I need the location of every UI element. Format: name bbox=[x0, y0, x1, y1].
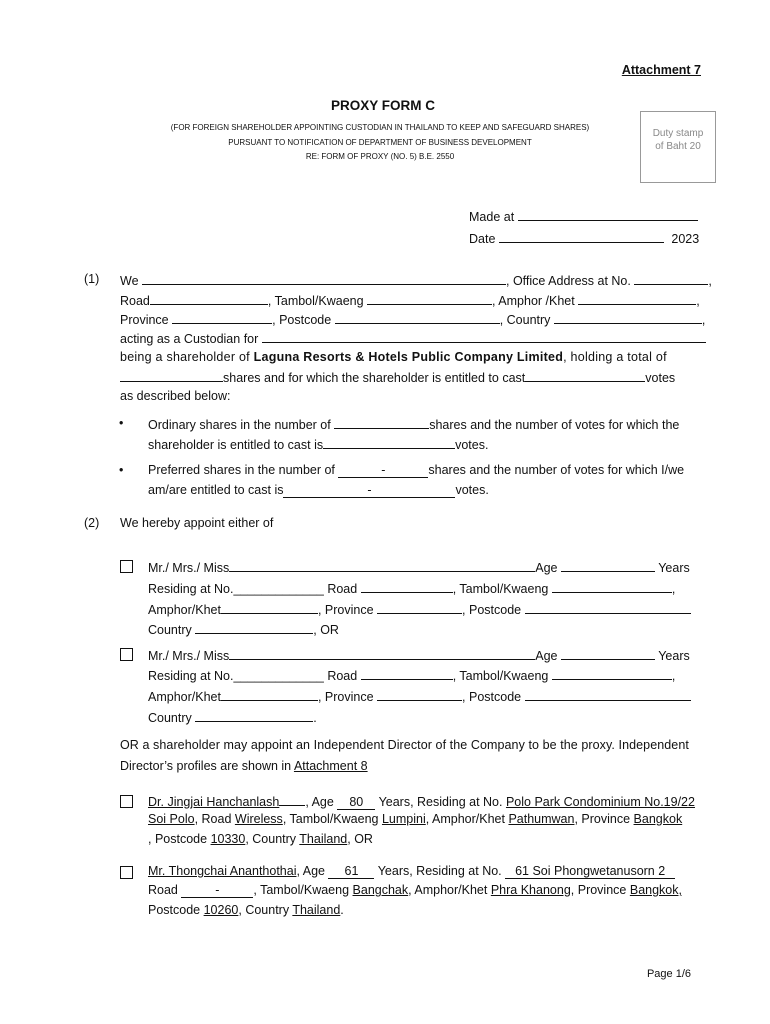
country-label: , Country bbox=[245, 832, 297, 846]
ordinary-shares-field[interactable] bbox=[334, 416, 429, 429]
province-row bbox=[120, 311, 705, 327]
director-2-row-1 bbox=[148, 864, 675, 879]
subtitle-1: (FOR FOREIGN SHAREHOLDER APPOINTING CUSTODIAN IN THAILAND TO KEEP AND SAFEGUARD SHARES) bbox=[170, 123, 590, 132]
road-label: Road bbox=[327, 582, 358, 596]
custodian-row bbox=[120, 330, 706, 346]
date-row bbox=[469, 230, 699, 246]
comma: , bbox=[708, 274, 712, 288]
preferred-label: Preferred shares in the number of bbox=[148, 463, 335, 477]
years-label: Years bbox=[658, 561, 690, 575]
director-2-address: 61 Soi Phongwetanusorn 2 bbox=[505, 864, 675, 879]
comma: , bbox=[696, 294, 700, 308]
stamp-line-2: of Baht 20 bbox=[655, 141, 701, 152]
shareholder-row bbox=[120, 350, 667, 364]
custodian-label: acting as a Custodian for bbox=[120, 332, 259, 346]
attachment-8-link[interactable]: Attachment 8 bbox=[293, 759, 368, 773]
age-label: Age bbox=[535, 649, 558, 663]
proxy-2-age-field[interactable] bbox=[561, 647, 655, 660]
attachment-label: Attachment 7 bbox=[621, 63, 701, 77]
director-1-name: Dr. Jingjai Hanchanlash bbox=[148, 795, 280, 809]
votes-label: votes bbox=[645, 371, 676, 385]
postcode-field[interactable] bbox=[335, 311, 500, 324]
country-field[interactable] bbox=[554, 311, 702, 324]
made-at-field[interactable] bbox=[518, 208, 698, 221]
province-field[interactable] bbox=[172, 311, 272, 324]
we-label: We bbox=[120, 274, 139, 288]
proxy-1-road-field[interactable] bbox=[361, 580, 453, 593]
tambol-label: , Tambol/Kwaeng bbox=[282, 812, 379, 826]
residing-label: Residing at No. bbox=[148, 669, 234, 683]
director-2-row-3 bbox=[148, 903, 344, 917]
proxy-2-amphor-row bbox=[148, 688, 691, 704]
road-field[interactable] bbox=[150, 292, 268, 305]
proxy-1-postcode-field[interactable] bbox=[525, 601, 691, 614]
amphor-label: , Amphor /Khet bbox=[492, 294, 575, 308]
proxy-1-age-field[interactable] bbox=[561, 559, 655, 572]
proxy-2-postcode-field[interactable] bbox=[525, 688, 691, 701]
amare-label: am/are entitled to cast is bbox=[148, 483, 284, 497]
amphor-label: , Amphor/Khet bbox=[425, 812, 505, 826]
entitled-label: shareholder is entitled to cast is bbox=[148, 438, 324, 452]
residing-blank[interactable]: _____________ bbox=[233, 669, 324, 683]
amphor-label: , Amphor/Khet bbox=[408, 883, 488, 897]
independent-text: Director’s profiles are shown in bbox=[120, 759, 292, 773]
amphor-field[interactable] bbox=[578, 292, 696, 305]
ordinary-votes-field[interactable] bbox=[323, 436, 455, 449]
proxy-1-checkbox[interactable] bbox=[120, 560, 133, 573]
director-1-province: Bangkok bbox=[633, 812, 683, 826]
dot: . bbox=[340, 903, 344, 917]
proxy-2-country-row bbox=[148, 709, 317, 725]
preferred-shares-field[interactable]: - bbox=[338, 463, 428, 478]
director-1-age: 80 bbox=[337, 795, 375, 810]
director-2-tambol: Bangchak bbox=[352, 883, 409, 897]
filler-line bbox=[279, 793, 305, 806]
province-label: , Province bbox=[574, 812, 631, 826]
proxy-2-checkbox[interactable] bbox=[120, 648, 133, 661]
postcode-label: , Postcode bbox=[462, 603, 522, 617]
director-1-amphor: Pathumwan bbox=[508, 812, 575, 826]
or-label: , OR bbox=[313, 623, 339, 637]
we-row bbox=[120, 272, 712, 288]
director-1-tambol: Lumpini bbox=[381, 812, 426, 826]
bullet: • bbox=[119, 416, 124, 430]
form-title: PROXY FORM C bbox=[330, 98, 435, 113]
comma: , bbox=[701, 313, 706, 327]
office-no-field[interactable] bbox=[634, 272, 708, 285]
residing-label: Residing at No. bbox=[148, 582, 234, 596]
date-year: 2023 bbox=[671, 232, 700, 246]
made-at-row bbox=[469, 208, 698, 224]
proxy-2-road-field[interactable] bbox=[361, 667, 453, 680]
tambol-label: , Tambol/Kwaeng bbox=[267, 294, 364, 308]
country-label: , Country bbox=[238, 903, 290, 917]
road-row bbox=[120, 292, 700, 308]
described-label: as described below: bbox=[120, 389, 231, 403]
votes-dot: votes. bbox=[455, 438, 489, 452]
director-2-province: Bangkok, bbox=[629, 883, 682, 897]
director-2-name: Mr. Thongchai Ananthothai bbox=[148, 864, 297, 878]
preferred-row bbox=[148, 463, 684, 478]
tambol-field[interactable] bbox=[367, 292, 492, 305]
postcode-label: Postcode bbox=[148, 903, 201, 917]
amphor-label: Amphor/Khet bbox=[148, 690, 221, 704]
preferred-tail: shares and the number of votes for which I/we bbox=[428, 463, 685, 477]
director-1-postcode: 10330 bbox=[210, 832, 246, 846]
province-label: , Province bbox=[317, 603, 374, 617]
age-label: , Age bbox=[296, 864, 325, 878]
bullet: • bbox=[119, 463, 124, 477]
independent-line-1: OR a shareholder may appoint an Independent Director of the Company to be the proxy. Independent bbox=[120, 738, 689, 752]
total-shares-field[interactable] bbox=[120, 369, 223, 382]
date-field[interactable] bbox=[499, 230, 664, 243]
proxy-1-country-field[interactable] bbox=[195, 621, 313, 634]
stamp-line-1: Duty stamp bbox=[652, 128, 704, 139]
residing-label: Years, Residing at No. bbox=[377, 864, 502, 878]
residing-label: Years, Residing at No. bbox=[378, 795, 503, 809]
comma: , bbox=[671, 582, 676, 596]
proxy-2-tambol-field[interactable] bbox=[552, 667, 672, 680]
comma: , bbox=[671, 669, 676, 683]
road-label: , Road bbox=[194, 812, 232, 826]
director-2-country: Thailand bbox=[292, 903, 341, 917]
director-1-checkbox[interactable] bbox=[120, 795, 133, 808]
country-label: Country bbox=[148, 711, 192, 725]
shares-cast-row bbox=[120, 369, 675, 385]
province-label: Province bbox=[120, 313, 169, 327]
office-label: , Office Address at No. bbox=[506, 274, 631, 288]
postcode-label: , Postcode bbox=[148, 832, 208, 846]
director-1-country: Thailand bbox=[299, 832, 348, 846]
province-label: , Province bbox=[570, 883, 627, 897]
proxy-1-country-row bbox=[148, 621, 339, 637]
director-2-amphor: Phra Khanong bbox=[490, 883, 571, 897]
residing-blank[interactable]: _____________ bbox=[233, 582, 324, 596]
age-label: Age bbox=[535, 561, 558, 575]
director-2-road: - bbox=[181, 883, 253, 898]
proxy-1-amphor-field[interactable] bbox=[221, 601, 318, 614]
ordinary-votes-row bbox=[148, 436, 488, 452]
mr-label: Mr./ Mrs./ Miss bbox=[148, 649, 230, 663]
proxy-1-name-row bbox=[148, 559, 690, 575]
subtitle-3: RE: FORM OF PROXY (NO. 5) B.E. 2550 bbox=[305, 152, 455, 161]
made-at-label: Made at bbox=[469, 210, 515, 224]
ordinary-label: Ordinary shares in the number of bbox=[148, 418, 331, 432]
ordinary-row bbox=[148, 416, 679, 432]
postcode-label: , Postcode bbox=[272, 313, 332, 327]
holding-label: , holding a total of bbox=[563, 350, 667, 364]
or-label: , OR bbox=[347, 832, 373, 846]
independent-line-2 bbox=[120, 759, 368, 773]
dot: . bbox=[313, 711, 317, 725]
proxy-2-amphor-field[interactable] bbox=[221, 688, 318, 701]
section-2-number: (2) bbox=[84, 516, 100, 530]
proxy-2-name-field[interactable] bbox=[229, 647, 535, 660]
proxy-1-residing-row bbox=[148, 580, 675, 596]
proxy-2-country-field[interactable] bbox=[195, 709, 313, 722]
duty-stamp-box bbox=[640, 111, 716, 183]
road-label: Road bbox=[327, 669, 358, 683]
director-1-road: Wireless bbox=[234, 812, 283, 826]
director-2-row-2 bbox=[148, 883, 682, 898]
director-1-address: Polo Park Condominium No.19/22 bbox=[505, 795, 695, 809]
country-label: Country bbox=[148, 623, 192, 637]
ordinary-tail: shares and the number of votes for which the bbox=[429, 418, 680, 432]
director-1-soi: Soi Polo bbox=[148, 812, 195, 826]
age-label: , Age bbox=[305, 795, 334, 809]
subtitle-2: PURSUANT TO NOTIFICATION OF DEPARTMENT OF BUSINESS DEVELOPMENT bbox=[228, 138, 532, 147]
date-label: Date bbox=[469, 232, 496, 246]
province-label: , Province bbox=[317, 690, 374, 704]
proxy-1-tambol-field[interactable] bbox=[552, 580, 672, 593]
proxy-1-amphor-row bbox=[148, 601, 691, 617]
postcode-label: , Postcode bbox=[462, 690, 522, 704]
page-number: Page 1/6 bbox=[646, 968, 691, 980]
preferred-votes-row bbox=[148, 483, 489, 498]
being-a-label: being a shareholder of bbox=[120, 350, 250, 364]
votes-dot: votes. bbox=[455, 483, 489, 497]
tambol-label: , Tambol/Kwaeng bbox=[452, 582, 549, 596]
section-1-number: (1) bbox=[84, 272, 100, 286]
custodian-field[interactable] bbox=[262, 330, 706, 343]
director-2-postcode: 10260 bbox=[203, 903, 239, 917]
company-name: Laguna Resorts & Hotels Public Company Limited bbox=[253, 350, 564, 364]
director-1-row-1 bbox=[148, 793, 695, 810]
total-votes-field[interactable] bbox=[525, 369, 645, 382]
we-field[interactable] bbox=[142, 272, 506, 285]
mr-label: Mr./ Mrs./ Miss bbox=[148, 561, 230, 575]
tambol-label: , Tambol/Kwaeng bbox=[452, 669, 549, 683]
proxy-1-province-field[interactable] bbox=[377, 601, 462, 614]
proxy-2-province-field[interactable] bbox=[377, 688, 462, 701]
tambol-label: , Tambol/Kwaeng bbox=[253, 883, 350, 897]
director-1-row-2 bbox=[148, 812, 682, 826]
years-label: Years bbox=[658, 649, 690, 663]
director-2-checkbox[interactable] bbox=[120, 866, 133, 879]
proxy-2-residing-row bbox=[148, 667, 675, 683]
preferred-votes-field[interactable]: - bbox=[283, 483, 455, 498]
amphor-label: Amphor/Khet bbox=[148, 603, 221, 617]
road-label: Road bbox=[148, 883, 178, 897]
appoint-label: We hereby appoint either of bbox=[120, 516, 274, 530]
country-label: , Country bbox=[499, 313, 551, 327]
proxy-1-name-field[interactable] bbox=[229, 559, 535, 572]
director-1-row-3 bbox=[148, 832, 373, 846]
road-label: Road bbox=[120, 294, 150, 308]
proxy-2-name-row bbox=[148, 647, 690, 663]
director-2-age: 61 bbox=[328, 864, 374, 879]
shares-cast-label: shares and for which the shareholder is entitled to cast bbox=[223, 371, 526, 385]
